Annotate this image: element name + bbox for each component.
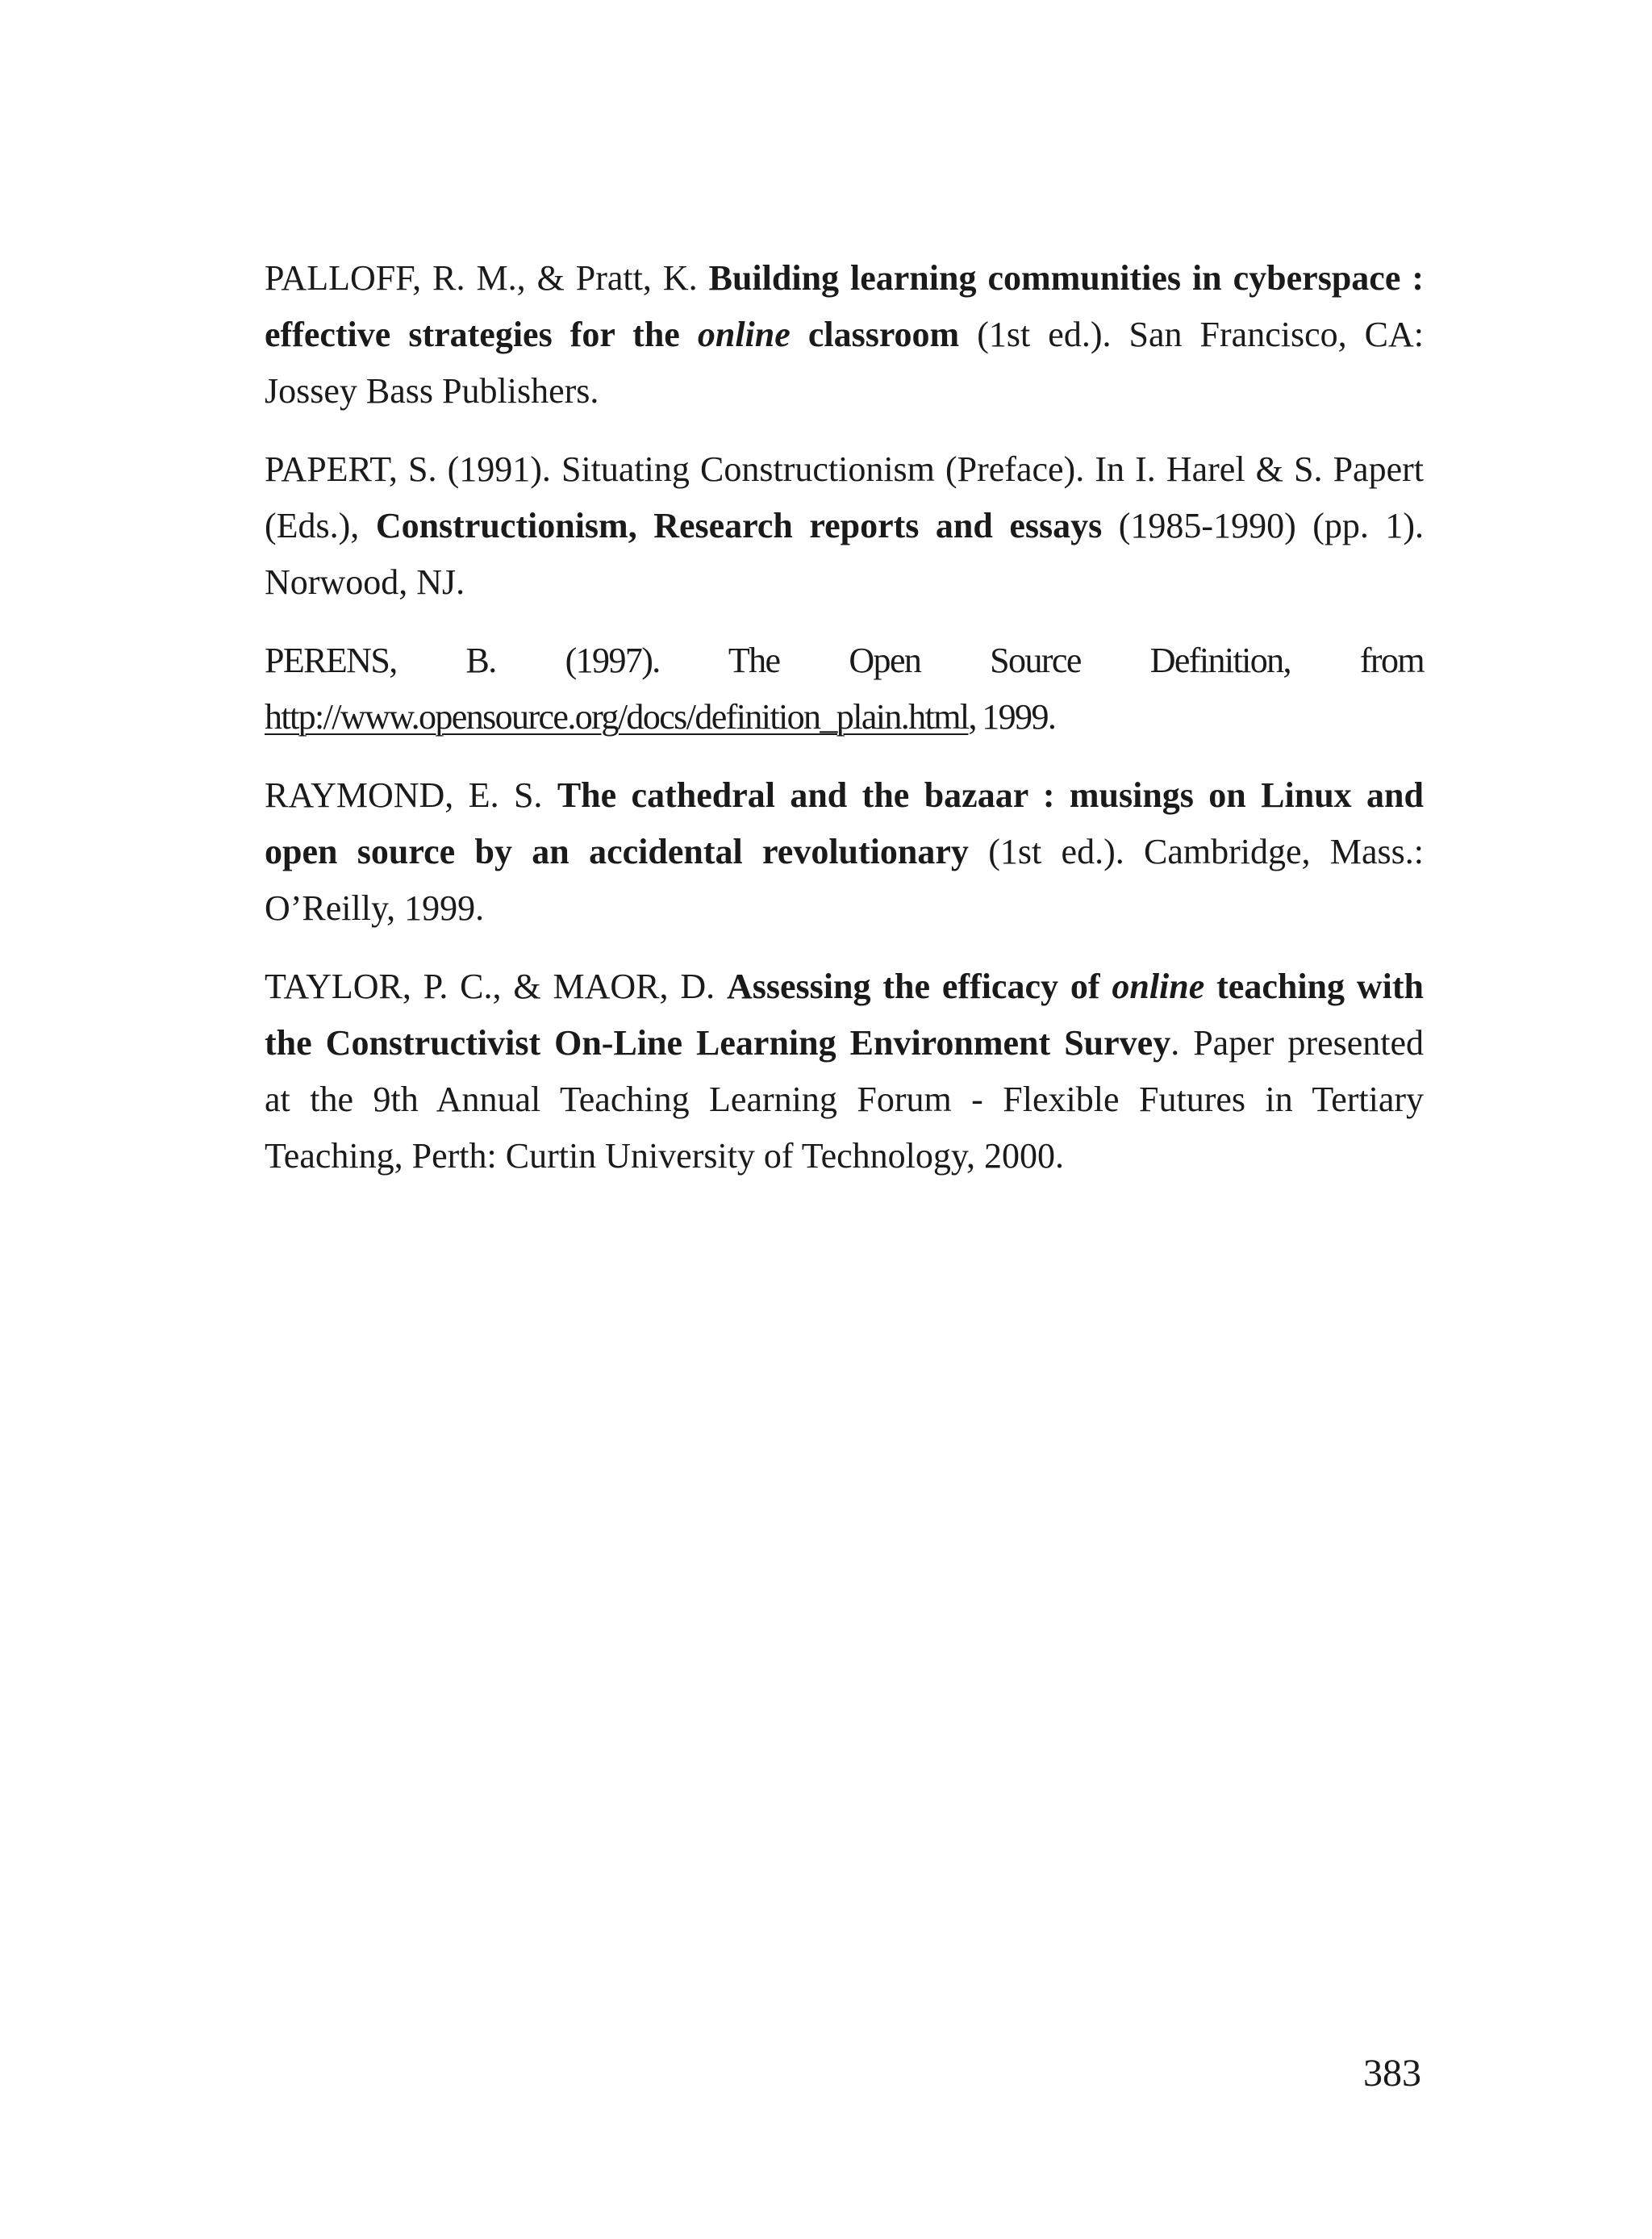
reference-palloff bbox=[265, 250, 1424, 420]
reference-taylor bbox=[265, 959, 1424, 1184]
reference-raymond bbox=[265, 767, 1424, 937]
reference-publication: (1st ed.). Cambridge, Mass.: O’Reilly, 1999. bbox=[265, 832, 1425, 928]
reference-authors: PERENS, B. (1997). The Open Source Definition, from bbox=[265, 641, 1424, 680]
reference-publication: (1985-1990) (pp. 1). Norwood, NJ. bbox=[265, 506, 1425, 602]
reference-title-italic: online bbox=[697, 315, 791, 354]
reference-publication: (1st ed.). San Francisco, CA: Jossey Bass Publishers. bbox=[265, 315, 1425, 411]
reference-title-italic: online bbox=[1112, 967, 1205, 1006]
reference-publication: . Paper presented at the 9th Annual Teaching Learning Forum - Flexible Futures in Tertiary Teaching, Perth: Curtin University of Technology, 2000. bbox=[265, 1023, 1424, 1176]
page-number: 383 bbox=[1363, 2052, 1421, 2095]
reference-perens bbox=[265, 633, 1424, 746]
reference-list bbox=[265, 250, 1424, 1206]
reference-url-link[interactable]: http://www.opensource.org/docs/definition_plain.html bbox=[265, 697, 969, 737]
reference-title: Assessing the efficacy of online teaching with the Constructivist On-Line Learning Environment Survey bbox=[265, 967, 1425, 1063]
reference-authors: RAYMOND, E. S. bbox=[265, 775, 557, 815]
reference-publication: , 1999. bbox=[968, 697, 1056, 737]
reference-authors: PALLOFF, R. M., & Pratt, K. bbox=[265, 258, 709, 298]
reference-papert bbox=[265, 441, 1424, 611]
reference-title: The cathedral and the bazaar : musings on Linux and open source by an accidental revolutionary bbox=[265, 775, 1424, 871]
reference-title: Building learning communities in cyberspace : effective strategies for the online classroom bbox=[265, 258, 1424, 354]
reference-authors: PAPERT, S. (1991). Situating Constructionism (Preface). In I. Harel & S. Papert (Eds.), bbox=[265, 449, 1424, 545]
reference-authors: TAYLOR, P. C., & MAOR, D. bbox=[265, 967, 727, 1006]
reference-title: Constructionism, Research reports and essays bbox=[375, 506, 1103, 545]
